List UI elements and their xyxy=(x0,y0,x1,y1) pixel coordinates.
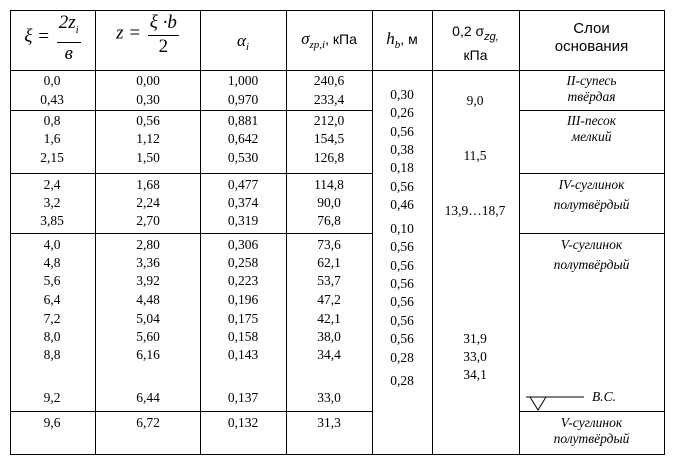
header-sigma: $\sigma_{zp,i}$, кПа xyxy=(301,29,357,51)
cell-h: 0,56 xyxy=(390,276,414,291)
cell-h: 0,28 xyxy=(390,350,414,365)
cell-sigma: 34,4 xyxy=(317,347,341,362)
cell-z: 6,44 xyxy=(136,390,160,405)
cell-xi: 1,6 xyxy=(43,131,61,146)
cell-h: 0,26 xyxy=(390,105,414,120)
cell-sigma-zg: 33,0 xyxy=(463,349,487,364)
layer-cell: II-супесь твёрдая xyxy=(566,73,617,104)
cell-alpha: 0,132 xyxy=(227,415,259,430)
cell-alpha: 0,477 xyxy=(227,177,259,192)
cell-xi: 5,6 xyxy=(43,273,61,288)
cell-alpha: 0,881 xyxy=(227,113,259,128)
header-alpha: $\alpha_i$ xyxy=(237,31,249,53)
cell-z: 5,60 xyxy=(136,329,160,344)
cell-xi: 0,8 xyxy=(43,113,61,128)
cell-alpha: 1,000 xyxy=(227,73,259,88)
cell-sigma: 76,8 xyxy=(317,213,341,228)
cell-alpha: 0,196 xyxy=(227,292,259,307)
header-xi: ξ = $\frac{2z_i}{в}$ xyxy=(24,12,79,64)
cell-xi: 3,2 xyxy=(43,195,61,210)
cell-h: 0,56 xyxy=(390,313,414,328)
cell-sigma: 31,3 xyxy=(317,415,341,430)
cell-xi: 4,0 xyxy=(43,237,61,252)
cell-sigma: 126,8 xyxy=(313,150,345,165)
cell-h: 0,46 xyxy=(390,197,414,212)
cell-xi: 3,85 xyxy=(40,213,64,228)
cell-h: 0,28 xyxy=(390,373,414,388)
cell-sigma-zg: 9,0 xyxy=(466,93,484,108)
cell-sigma: 62,1 xyxy=(317,255,341,270)
cell-sigma-zg: 13,9…18,7 xyxy=(444,203,506,218)
cell-h: 0,10 xyxy=(390,221,414,236)
cell-z: 0,30 xyxy=(136,92,160,107)
cell-xi: 9,2 xyxy=(43,390,61,405)
cell-alpha: 0,306 xyxy=(227,237,259,252)
cell-h: 0,38 xyxy=(390,142,414,157)
cell-z: 2,24 xyxy=(136,195,160,210)
cell-xi: 0,0 xyxy=(43,73,61,88)
cell-sigma: 33,0 xyxy=(317,390,341,405)
cell-h: 0,18 xyxy=(390,160,414,175)
cell-sigma: 38,0 xyxy=(317,329,341,344)
cell-alpha: 0,223 xyxy=(227,273,259,288)
cell-xi: 2,15 xyxy=(40,150,64,165)
cell-z: 0,00 xyxy=(136,73,160,88)
cell-alpha: 0,258 xyxy=(227,255,259,270)
cell-alpha: 0,319 xyxy=(227,213,259,228)
cell-sigma: 73,6 xyxy=(317,237,341,252)
header-h: $h_b$, м xyxy=(386,29,418,51)
cell-sigma: 53,7 xyxy=(317,273,341,288)
cell-h: 0,56 xyxy=(390,124,414,139)
cell-alpha: 0,530 xyxy=(227,150,259,165)
cell-alpha: 0,175 xyxy=(227,311,259,326)
cell-h: 0,56 xyxy=(390,179,414,194)
cell-h: 0,30 xyxy=(390,87,414,102)
cell-sigma: 114,8 xyxy=(314,177,344,192)
layer-cell: III-песок мелкий xyxy=(566,113,617,144)
cell-z: 3,92 xyxy=(136,273,160,288)
water-level-label: В.С. xyxy=(592,389,617,404)
cell-xi: 8,0 xyxy=(43,329,61,344)
header-layers: Слои основания xyxy=(554,20,629,55)
cell-xi: 4,8 xyxy=(43,255,61,270)
cell-h: 0,56 xyxy=(390,239,414,254)
cell-xi: 8,8 xyxy=(43,347,61,362)
layer-cell: IV-суглинок полутвёрдый xyxy=(553,177,630,212)
cell-sigma-zg: 31,9 xyxy=(463,331,487,346)
cell-xi: 7,2 xyxy=(43,311,61,326)
cell-z: 2,70 xyxy=(136,213,160,228)
header-sigma-zg: 0,2 $\sigma_{zg,}$ кПа xyxy=(452,23,499,63)
cell-z: 6,72 xyxy=(136,415,160,430)
cell-alpha: 0,137 xyxy=(227,390,259,405)
cell-alpha: 0,143 xyxy=(227,347,259,362)
cell-xi: 9,6 xyxy=(43,415,61,430)
layer-cell: V-суглинок полутвёрдый xyxy=(553,237,630,272)
cell-h: 0,56 xyxy=(390,331,414,346)
cell-sigma: 47,2 xyxy=(317,292,341,307)
layer-cell: V-суглинок полутвёрдый xyxy=(553,415,630,446)
cell-alpha: 0,374 xyxy=(227,195,259,210)
cell-xi: 2,4 xyxy=(43,177,61,192)
cell-sigma: 212,0 xyxy=(313,113,345,128)
water-level-icon xyxy=(526,390,586,414)
water-level-marker xyxy=(526,390,586,419)
cell-sigma-zg: 11,5 xyxy=(463,148,487,163)
cell-sigma: 154,5 xyxy=(313,131,345,146)
cell-z: 3,36 xyxy=(136,255,160,270)
cell-xi: 6,4 xyxy=(43,292,61,307)
cell-z: 4,48 xyxy=(136,292,160,307)
cell-sigma-zg: 34,1 xyxy=(463,367,487,382)
cell-sigma: 240,6 xyxy=(313,73,345,88)
cell-z: 0,56 xyxy=(136,113,160,128)
cell-alpha: 0,970 xyxy=(227,92,259,107)
header-z: z = $\frac{\xi \cdot b}{2}$ xyxy=(116,12,177,57)
cell-z: 5,04 xyxy=(136,311,160,326)
cell-z: 1,68 xyxy=(136,177,160,192)
cell-h: 0,56 xyxy=(390,294,414,309)
cell-z: 2,80 xyxy=(136,237,160,252)
cell-sigma: 42,1 xyxy=(317,311,341,326)
cell-alpha: 0,158 xyxy=(227,329,259,344)
cell-h: 0,56 xyxy=(390,258,414,273)
cell-z: 1,50 xyxy=(136,150,160,165)
cell-sigma: 90,0 xyxy=(317,195,341,210)
cell-sigma: 233,4 xyxy=(313,92,345,107)
cell-xi: 0,43 xyxy=(40,92,64,107)
cell-z: 1,12 xyxy=(136,131,160,146)
cell-alpha: 0,642 xyxy=(227,131,259,146)
cell-z: 6,16 xyxy=(136,347,160,362)
